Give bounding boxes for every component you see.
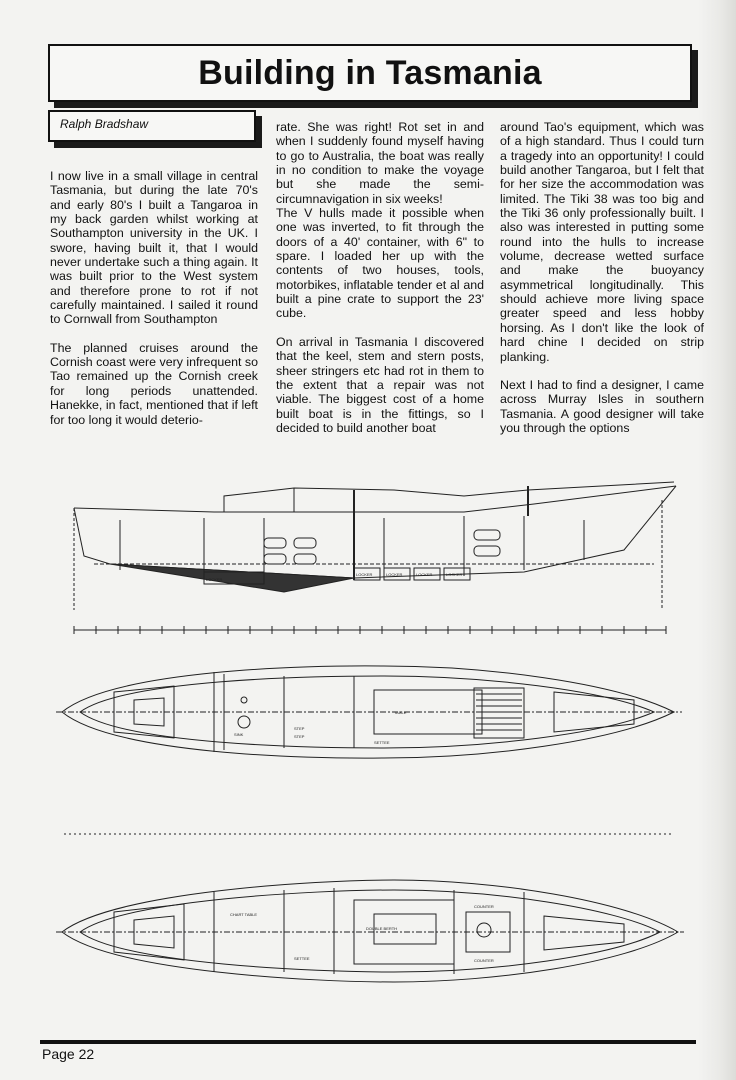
svg-text:LOCKER: LOCKER [386,572,403,577]
station-ruler [74,626,666,634]
svg-text:SETTEE: SETTEE [374,740,390,745]
svg-text:DOUBLE BERTH: DOUBLE BERTH [366,926,398,931]
boat-plans-drawing [54,460,686,990]
svg-text:LOCKER: LOCKER [206,577,223,582]
text-column-3 [500,120,704,435]
svg-text:SINK: SINK [234,732,244,737]
paragraph: rate. She was right! Rot set in and when I suddenly found myself having to go to Australia, the boat was really in no condition to make the voyage but she made the semi-circumnavigation in six weeks! [276,120,484,206]
svg-text:COUNTER: COUNTER [474,958,494,963]
hull-profile-view [74,482,676,610]
paragraph: around Tao's equipment, which was of a high standard. Thus I could turn a tragedy into an opportunity! I could build another Tangaroa, but I felt that for her size the accommodation was limited. The Tiki 38 was too big and the Tiki 36 only professionally built. I also was interested in putting some round into the hulls to increase volume, decrease wetted surface and make the buoyancy asymmetrical longitudinally. This should achieve more living space greater speed and less hobby horsing. As I don't like the look of hard chine I decided on strip planking. [500,120,704,364]
footer-rule [40,1040,696,1044]
paragraph: On arrival in Tasmania I discovered that the keel, stem and stern posts, sheer stringers etc had rot in them to the extent that a repair was not viable. The biggest cost of a home built boat is in the fittings, so I decided to build another boat [276,334,484,435]
author-box [48,110,256,142]
page-number: Page 22 [42,1046,95,1062]
svg-text:STEP: STEP [294,734,305,739]
svg-text:COUNTER: COUNTER [474,904,494,909]
hull-plan-view-upper [56,666,682,758]
svg-text:LOCKER: LOCKER [416,572,433,577]
text-column-2 [276,120,484,435]
paragraph: The V hulls made it possible when one was inverted, to fit through the doors of a 40' container, with 6" to spare. I loaded her up with the contents of two houses, tools, motorbikes, inflatable tender et al and built a pine crate to support the 23' cube. [276,206,484,321]
paragraph: I now live in a small village in central Tasmania, but during the late 70's and early 80's I built a Tangaroa in my back garden whilst working at Southampton university in the UK. I swore, having built it, that I would never undertake such a thing again. It was built prior to the West system and therefore prone to rot if not carefully maintained. I sailed it round to Cornwall from Southampton [50,169,258,327]
paragraph: Next I had to find a designer, I came across Murray Isles in southern Tasmania. A good designer will take you through the options [500,377,704,435]
svg-text:STEP: STEP [294,726,305,731]
svg-text:LOCKER: LOCKER [446,572,463,577]
svg-text:LOCKER: LOCKER [356,572,373,577]
paragraph: The planned cruises around the Cornish coast were very infrequent so Tao remained up the Cornish creek for long periods unattended. Hanekke, in fact, mentioned that if left for too long it would deterio- [50,340,258,427]
svg-text:SETTEE: SETTEE [294,956,310,961]
author-name: Ralph Bradshaw [60,117,149,131]
text-column-1 [50,169,258,427]
hull-plan-view-lower [56,880,684,982]
title-box [48,44,692,102]
article-title: Building in Tasmania [198,53,542,92]
svg-text:TABLE: TABLE [394,710,407,715]
svg-text:CHART TABLE: CHART TABLE [230,912,258,917]
